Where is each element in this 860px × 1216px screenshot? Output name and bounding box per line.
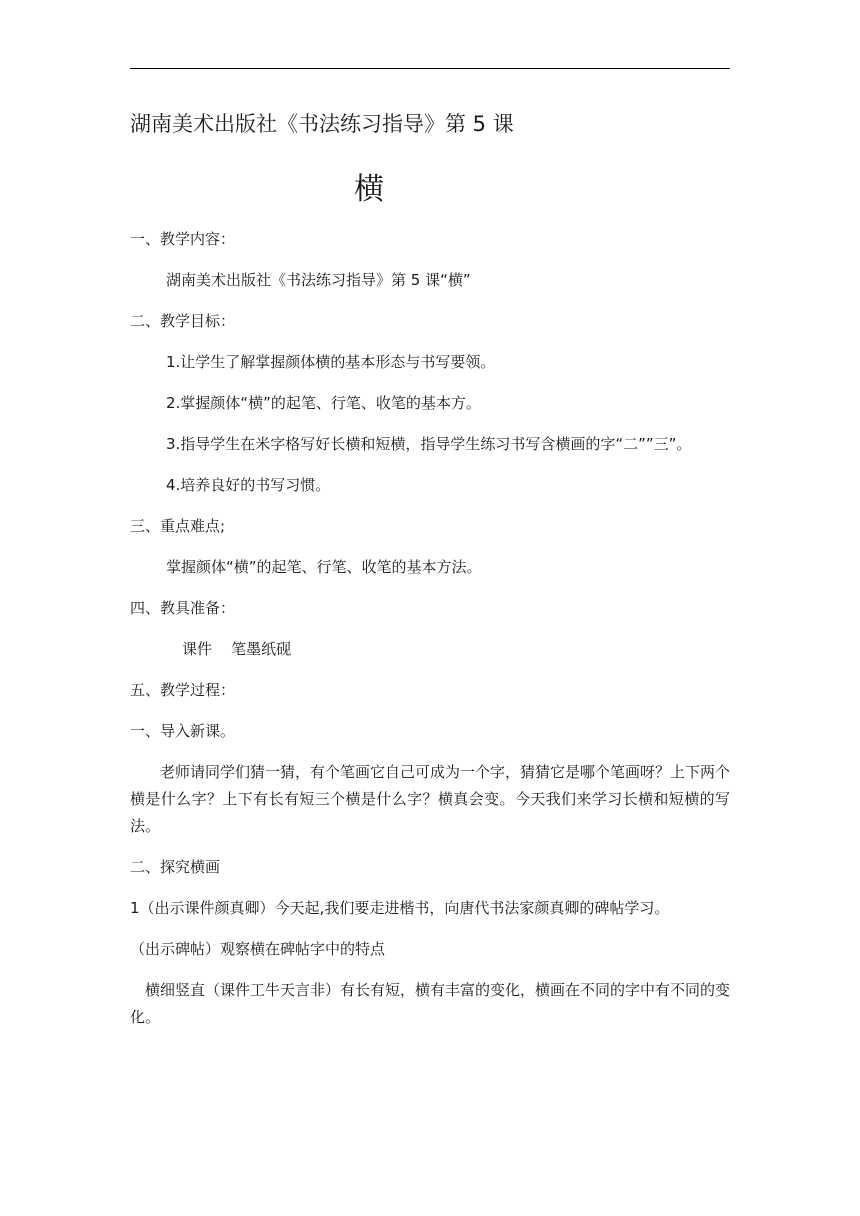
goal-item-4: 4.培养良好的书写习惯。	[166, 476, 331, 494]
goal-item-1: 1.让学生了解掌握颜体横的基本形态与书写要领。	[166, 353, 496, 371]
document-body	[130, 104, 730, 1031]
process-text-explore-1: 1（出示课件颜真卿）今天起,我们要走进楷书，向唐代书法家颜真卿的碑帖学习。	[130, 899, 670, 917]
goal-item-3: 3.指导学生在米字格写好长横和短横，指导学生练习书写含横画的字“二””三”。	[166, 435, 692, 453]
goal-item-2: 2.掌握颜体“横”的起笔、行笔、收笔的基本方。	[166, 394, 481, 412]
section-text-focus: 掌握颜体“横”的起笔、行笔、收笔的基本方法。	[166, 558, 482, 576]
document-title: 横	[354, 172, 384, 207]
process-text-explore-3: 横细竖直（课件工牛天言非）有长有短，横有丰富的变化，横画在不同的字中有不同的变化。	[130, 981, 731, 1026]
process-heading-explore: 二、探究横画	[130, 858, 221, 876]
process-text-explore-2: （出示碑帖）观察横在碑帖字中的特点	[130, 940, 386, 958]
section-heading-process: 五、教学过程：	[130, 681, 236, 699]
process-heading-intro: 一、导入新课。	[130, 722, 236, 740]
header-rule	[130, 68, 730, 69]
document-subtitle: 湖南美术出版社《书法练习指导》第 5 课	[130, 112, 514, 136]
section-text-materials: 课件 笔墨纸砚	[182, 640, 292, 658]
process-text-intro: 老师请同学们猜一猜，有个笔画它自己可成为一个字，猜猜它是哪个笔画呀？上下两个横是什么字？上下有长有短三个横是什么字？横真会变。今天我们来学习长横和短横的写法。	[130, 763, 731, 835]
section-heading-materials: 四、教具准备：	[130, 599, 236, 617]
section-heading-content: 一、教学内容：	[130, 230, 236, 248]
section-text-content: 湖南美术出版社《书法练习指导》第 5 课“横”	[166, 271, 471, 289]
section-heading-focus: 三、重点难点;	[130, 517, 226, 535]
section-heading-goals: 二、教学目标：	[130, 312, 236, 330]
